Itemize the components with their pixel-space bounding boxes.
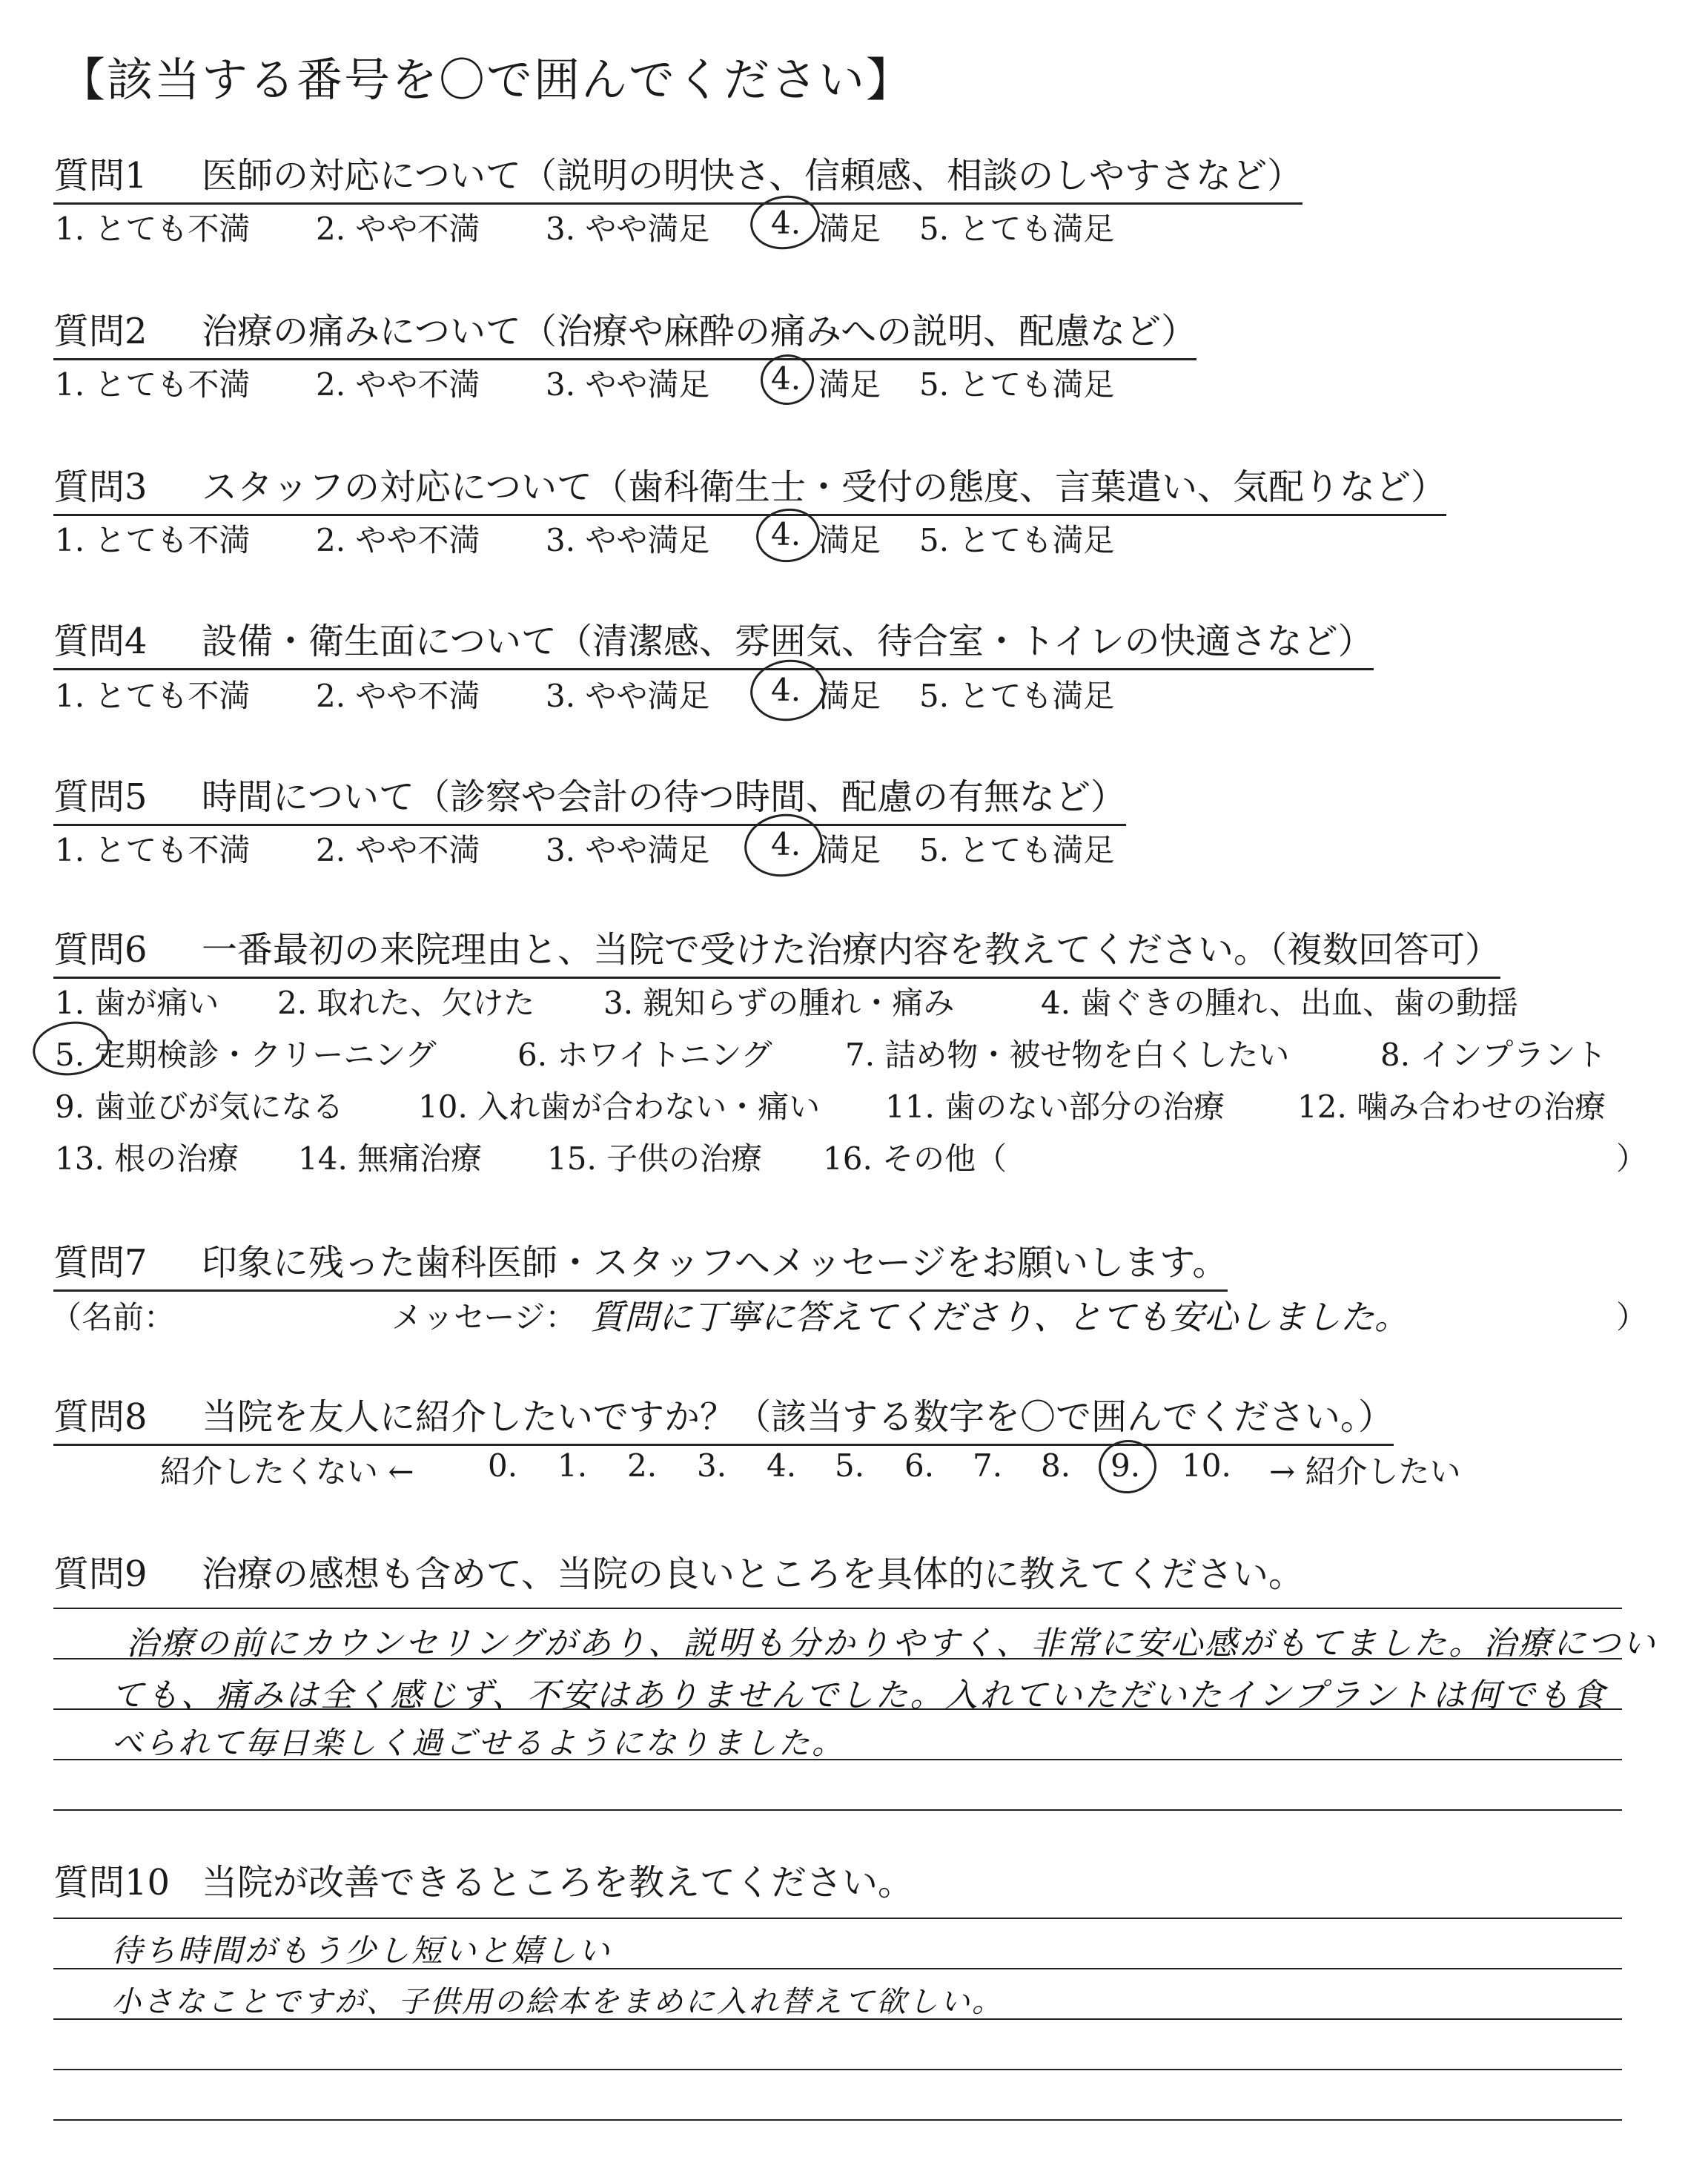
option-3[interactable]: 3. やや満足 [546, 211, 710, 247]
reason-option-1[interactable]: 1. 歯が痛い [55, 985, 219, 1021]
question-3-heading [53, 458, 1446, 516]
question-text: 当院が改善できるところを教えてください。 [202, 1862, 914, 1903]
message-label: メッセージ： [391, 1299, 577, 1335]
option-3[interactable]: 3. やや満足 [546, 678, 710, 714]
scale-option-8[interactable]: 8. [1041, 1447, 1071, 1484]
option-4-number[interactable]: 4. [771, 360, 801, 397]
reason-option-5[interactable]: 5. 定期検診・クリーニング [55, 1037, 437, 1073]
option-1[interactable]: 1. とても不満 [55, 366, 251, 403]
question-4-heading [53, 612, 1374, 670]
question-number: 質問8 [53, 1396, 148, 1438]
question-number: 質問4 [53, 621, 148, 662]
option-2[interactable]: 2. やや不満 [316, 678, 480, 714]
scale-left-label: 紹介したくない ← [160, 1453, 414, 1490]
scale-option-2[interactable]: 2. [627, 1447, 658, 1484]
question-number: 質問7 [53, 1242, 148, 1284]
reason-option-8[interactable]: 8. インプラント [1380, 1037, 1607, 1073]
answer-line: 待ち時間がもう少し短いと嬉しい [111, 1932, 612, 1969]
option-2[interactable]: 2. やや不満 [316, 522, 480, 558]
scale-right-label: → 紹介したい [1269, 1453, 1461, 1490]
message-close-paren: ） [1616, 1299, 1648, 1335]
question-text: 治療の感想も含めて、当院の良いところを具体的に教えてください。 [202, 1553, 1305, 1595]
scale-option-5[interactable]: 5. [835, 1447, 865, 1484]
question-number: 質問5 [53, 776, 148, 818]
question-number: 質問9 [53, 1553, 148, 1595]
reason-option-3[interactable]: 3. 親知らずの腫れ・痛み [603, 985, 955, 1021]
question-text: 時間について（診察や会計の待つ時間、配慮の有無など） [202, 776, 1127, 818]
reason-option-2[interactable]: 2. 取れた、欠けた [277, 985, 535, 1021]
option-4-number[interactable]: 4. [771, 672, 801, 708]
option-2[interactable]: 2. やや不満 [316, 366, 480, 403]
reason-option-4[interactable]: 4. 歯ぐきの腫れ、出血、歯の動揺 [1041, 985, 1518, 1021]
option-5[interactable]: 5. とても満足 [919, 366, 1115, 403]
message-field[interactable]: 質問に丁寧に答えてくださり、とても安心しました。 [590, 1297, 1409, 1337]
option-1[interactable]: 1. とても不満 [55, 832, 251, 868]
option-4-number[interactable]: 4. [771, 516, 801, 552]
option-3[interactable]: 3. やや満足 [546, 832, 710, 868]
question-1-heading [53, 147, 1302, 205]
answer-rule [53, 1918, 1622, 1919]
question-number: 質問2 [53, 311, 148, 352]
scale-option-4[interactable]: 4. [767, 1447, 797, 1484]
question-text: 治療の痛みについて（治療や麻酔の痛みへの説明、配慮など） [202, 311, 1197, 352]
answer-rule [53, 2119, 1622, 2121]
scale-option-6[interactable]: 6. [904, 1447, 935, 1484]
option-4-number[interactable]: 4. [771, 205, 801, 241]
scale-option-3[interactable]: 3. [697, 1447, 727, 1484]
option-5[interactable]: 5. とても満足 [919, 522, 1115, 558]
question-text: 医師の対応について（説明の明快さ、信頼感、相談のしやすさなど） [202, 155, 1303, 196]
question-text: 当院を友人に紹介したいですか？（該当する数字を〇で囲んでください。） [202, 1396, 1394, 1438]
question-7-heading [53, 1234, 1228, 1292]
question-number: 質問3 [53, 466, 148, 508]
question-text: 一番最初の来院理由と、当院で受けた治療内容を教えてください。（複数回答可） [202, 929, 1501, 971]
question-9-heading [53, 1545, 1304, 1601]
option-5[interactable]: 5. とても満足 [919, 211, 1115, 247]
option-1[interactable]: 1. とても不満 [55, 211, 251, 247]
question-5-heading [53, 768, 1126, 826]
scale-option-7[interactable]: 7. [973, 1447, 1003, 1484]
option-4-label: 満足 [818, 211, 881, 247]
question-text: スタッフの対応について（歯科衛生士・受付の態度、言葉遣い、気配りなど） [202, 466, 1447, 508]
option-2[interactable]: 2. やや不満 [316, 211, 480, 247]
answer-rule [53, 2069, 1622, 2070]
scale-option-0[interactable]: 0. [488, 1447, 518, 1484]
scale-option-10[interactable]: 10. [1182, 1447, 1231, 1484]
answer-line: ても、痛みは全く感じず、不安はありませんでした。入れていただいたインプラントは何でも食 [111, 1677, 1607, 1714]
reason-option-15[interactable]: 15. 子供の治療 [547, 1140, 763, 1177]
question-6-heading [53, 921, 1500, 979]
option-1[interactable]: 1. とても不満 [55, 522, 251, 558]
scale-option-1[interactable]: 1. [557, 1447, 588, 1484]
option-5[interactable]: 5. とても満足 [919, 678, 1115, 714]
page-title: 【該当する番号を〇で囲んでください】 [59, 53, 914, 107]
answer-line: 治療の前にカウンセリングがあり、説明も分かりやすく、非常に安心感がもてました。治療につい [126, 1625, 1658, 1662]
reason-option-10[interactable]: 10. 入れ歯が合わない・痛い [418, 1089, 821, 1125]
other-close-paren: ） [1616, 1140, 1648, 1177]
question-text: 設備・衛生面について（清潔感、雰囲気、待合室・トイレの快適さなど） [202, 621, 1374, 662]
reason-option-7[interactable]: 7. 詰め物・被せ物を白くしたい [845, 1037, 1290, 1073]
option-4-label: 満足 [818, 678, 881, 714]
option-4-number[interactable]: 4. [771, 826, 801, 862]
question-number: 質問6 [53, 929, 148, 971]
question-2-heading [53, 303, 1196, 360]
answer-rule [53, 1809, 1622, 1811]
question-number: 質問1 [53, 155, 148, 196]
reason-option-13[interactable]: 13. 根の治療 [55, 1140, 239, 1177]
option-4-label: 満足 [818, 832, 881, 868]
reason-option-16[interactable]: 16. その他（ [823, 1140, 1007, 1177]
answer-line: べられて毎日楽しく過ごせるようになりました。 [111, 1725, 846, 1761]
answer-line: 小さなことですが、子供用の絵本をまめに入れ替えて欲しい。 [111, 1985, 1004, 2019]
option-3[interactable]: 3. やや満足 [546, 366, 710, 403]
option-3[interactable]: 3. やや満足 [546, 522, 710, 558]
reason-option-9[interactable]: 9. 歯並びが気になる [55, 1089, 344, 1125]
question-8-heading [53, 1388, 1394, 1446]
answer-rule [53, 1608, 1622, 1609]
option-2[interactable]: 2. やや不満 [316, 832, 480, 868]
reason-option-11[interactable]: 11. 歯のない部分の治療 [885, 1089, 1225, 1125]
scale-option-9[interactable]: 9. [1110, 1447, 1141, 1484]
option-4-label: 満足 [818, 366, 881, 403]
question-text: 印象に残った歯科医師・スタッフへメッセージをお願いします。 [202, 1242, 1228, 1284]
option-5[interactable]: 5. とても満足 [919, 832, 1115, 868]
reason-option-6[interactable]: 6. ホワイトニング [517, 1037, 772, 1073]
question-10-heading [53, 1854, 913, 1909]
name-label: （名前： [50, 1299, 176, 1335]
reason-option-12[interactable]: 12. 噛み合わせの治療 [1297, 1089, 1606, 1125]
option-4-label: 満足 [818, 522, 881, 558]
option-1[interactable]: 1. とても不満 [55, 678, 251, 714]
question-number: 質問10 [53, 1862, 171, 1903]
reason-option-14[interactable]: 14. 無痛治療 [298, 1140, 483, 1177]
